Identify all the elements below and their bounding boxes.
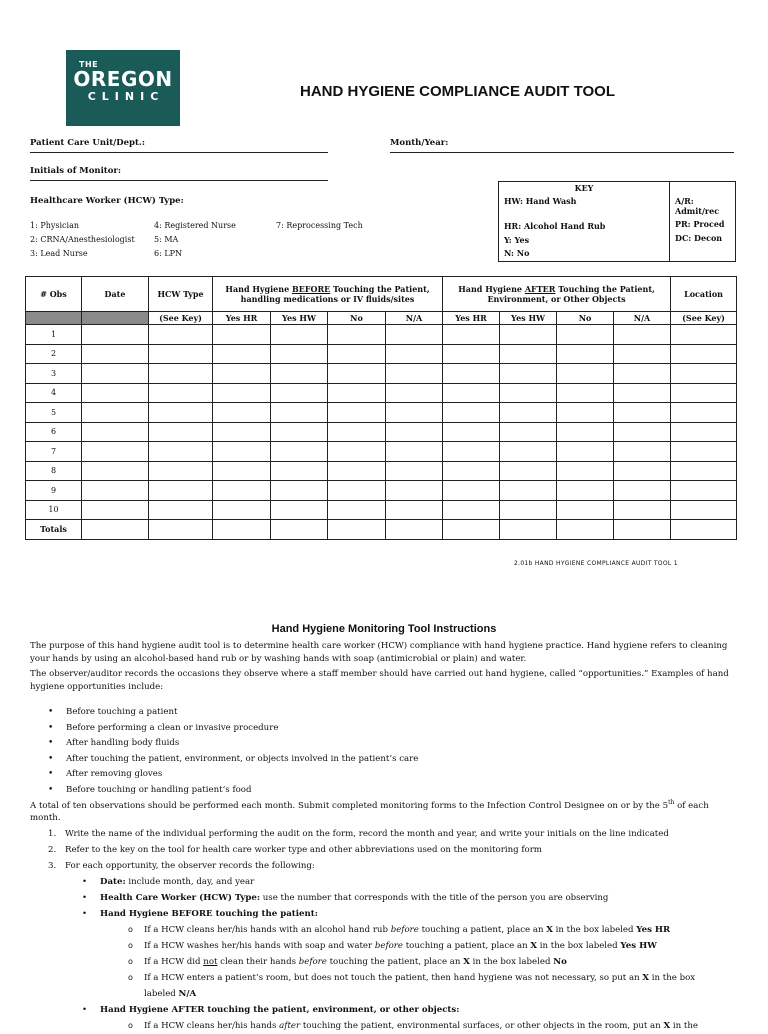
entry-cell[interactable] [614,364,671,384]
t: If a HCW washes her/his hands with soap and water [144,941,375,951]
entry-cell[interactable] [500,481,557,501]
t: clean their hands [217,957,299,967]
page-footer: 2.01b HAND HYGIENE COMPLIANCE AUDIT TOOL 1 [514,560,678,567]
entry-cell[interactable] [386,520,443,540]
entry-cell[interactable] [557,481,614,501]
before-heading: Hand Hygiene BEFORE touching the patient: [100,909,318,919]
entry-cell[interactable] [271,403,328,423]
entry-cell[interactable] [671,422,737,442]
entry-cell[interactable] [149,461,213,481]
col-date: Date [82,277,149,312]
entry-cell[interactable] [271,481,328,501]
o-bullet: o [128,973,133,982]
sub-item: • Health Care Worker (HCW) Type: use the number that corresponds with the title of the person you are observing [82,893,609,903]
entry-cell[interactable] [500,461,557,481]
entry-cell[interactable] [271,422,328,442]
entry-cell[interactable] [386,344,443,364]
sub-na: N/A [614,312,671,325]
sub2-item [48,1018,738,1034]
entry-cell[interactable] [82,364,149,384]
totals-label: Totals [26,520,82,540]
entry-cell[interactable] [614,461,671,481]
table-row [26,325,737,345]
obs-number: 4 [26,383,82,403]
col-before [213,277,443,312]
key-pr: PR: Proced [675,219,725,229]
entry-cell[interactable] [149,422,213,442]
o-bullet: o [128,941,133,950]
sub-no: No [328,312,386,325]
shaded-cell [82,312,149,325]
entry-cell[interactable] [557,325,614,345]
t: N/A [178,989,197,999]
entry-cell[interactable] [213,403,271,423]
t: after [279,1021,301,1031]
entry-cell[interactable] [443,325,500,345]
t: before [298,957,327,967]
entry-cell[interactable] [328,364,386,384]
entry-cell[interactable] [500,403,557,423]
entry-cell[interactable] [671,364,737,384]
key-box [498,181,736,262]
entry-cell[interactable] [271,520,328,540]
initials-label: Initials of Monitor: [30,166,122,176]
step-item: 3. For each opportunity, the observer records the following: [48,861,315,871]
entry-cell[interactable] [614,520,671,540]
t: X [663,1021,671,1031]
sub-see-key: (See Key) [671,312,737,325]
entry-cell[interactable] [213,461,271,481]
t: X [530,941,538,951]
t: in the [670,1021,698,1031]
key-ar: A/R: Admit/rec [675,196,720,216]
list-item: • Before touching or handling patient’s food [48,783,418,799]
entry-cell[interactable] [328,422,386,442]
sub-see-key: (See Key) [149,312,213,325]
t: in the box [649,973,696,983]
before-pre: Hand Hygiene [225,284,292,294]
unit-field[interactable] [30,138,328,153]
entry-cell[interactable] [500,422,557,442]
t: not [203,957,218,967]
t: Yes HR [636,925,671,935]
entry-cell[interactable] [614,422,671,442]
entry-cell[interactable] [328,403,386,423]
entry-cell[interactable] [443,481,500,501]
entry-cell[interactable] [82,481,149,501]
audit-table [25,276,737,540]
t: X [463,957,470,967]
t: If a HCW enters a patient’s room, but does not touch the patient, then hand hygiene was not necessary, so put an [144,973,643,983]
col-after [443,277,671,312]
key-hw: HW: Hand Wash [504,196,577,206]
table-body [26,325,737,540]
after-pre: Hand Hygiene [458,284,525,294]
col-hcw-type: HCW Type [149,277,213,312]
hcw-type-label: Healthcare Worker (HCW) Type: [30,196,184,206]
entry-cell[interactable] [443,383,500,403]
t: X [642,973,650,983]
entry-cell[interactable] [557,520,614,540]
steps-list [48,826,738,1034]
entry-cell[interactable] [328,442,386,462]
list-item: • After handling body fluids [48,736,418,752]
obs-number: 9 [26,481,82,501]
obs-number: 7 [26,442,82,462]
t: touching a patient, place an [403,941,531,951]
key-yes: Y: Yes [504,235,530,245]
t: If a HCW cleans her/his hands with an alcohol hand rub [144,925,391,935]
entry-cell[interactable] [614,383,671,403]
table-row [26,344,737,364]
obs-number: 5 [26,403,82,423]
list-item: • Before touching a patient [48,705,418,721]
key-hr: HR: Alcohol Hand Rub [504,221,606,231]
entry-cell[interactable] [149,344,213,364]
entry-cell[interactable] [557,422,614,442]
hcw-type-list [30,221,470,259]
freq-text-a: A total of ten observations should be performed each month. Submit completed monitoring forms to the Infection Control Designee on or by the 5 [30,800,669,811]
entry-cell[interactable] [614,403,671,423]
entry-cell[interactable] [82,325,149,345]
entry-cell[interactable] [82,403,149,423]
step-text: For each opportunity, the observer records the following: [65,861,315,871]
entry-cell[interactable] [557,500,614,520]
before-emph: BEFORE [291,284,331,294]
entry-cell[interactable] [149,403,213,423]
table-header-row [26,277,737,312]
t: touching the patient, place an [326,957,464,967]
t: in the box labeled [469,957,554,967]
document-title: HAND HYGIENE COMPLIANCE AUDIT TOOL [300,83,616,100]
entry-cell[interactable] [149,364,213,384]
entry-cell[interactable] [213,364,271,384]
logo-line-1: THE [79,60,99,69]
key-title: KEY [574,183,594,193]
table-row [26,364,737,384]
sub-yes-hr: Yes HR [213,312,271,325]
entry-cell[interactable] [671,344,737,364]
entry-cell[interactable] [271,461,328,481]
initials-field[interactable] [30,166,328,181]
entry-cell[interactable] [271,325,328,345]
freq-text-b: of each month. [30,800,709,824]
t: touching the patient, environmental surfaces, or other objects in the room, put an [300,1021,664,1031]
entry-cell[interactable] [443,520,500,540]
key-dc: DC: Decon [675,233,723,243]
entry-cell[interactable] [82,461,149,481]
entry-cell[interactable] [557,344,614,364]
month-year-field[interactable] [390,138,734,153]
sub2-item [48,922,738,938]
entry-cell[interactable] [82,344,149,364]
entry-cell[interactable] [149,520,213,540]
sub-item: • Hand Hygiene BEFORE touching the patient: [82,909,318,919]
entry-cell[interactable] [271,344,328,364]
obs-number: 8 [26,461,82,481]
sub-yes-hw: Yes HW [271,312,328,325]
entry-cell[interactable] [386,500,443,520]
hcw-text: use the number that corresponds with the title of the person you are observing [260,893,609,903]
entry-cell[interactable] [500,383,557,403]
key-divider [669,182,670,261]
entry-cell[interactable] [328,520,386,540]
t: X [546,925,553,935]
entry-cell[interactable] [557,383,614,403]
entry-cell[interactable] [386,403,443,423]
entry-cell[interactable] [82,442,149,462]
t: If a HCW did [144,957,204,967]
entry-cell[interactable] [557,364,614,384]
entry-cell[interactable] [82,520,149,540]
hcw-type-item: 1: Physician [30,221,80,230]
o-bullet: o [128,957,133,966]
entry-cell[interactable] [443,461,500,481]
after-post: Touching the Patient, Environment, or Other Objects [487,284,655,304]
entry-cell[interactable] [500,442,557,462]
hcw-type-item [276,249,470,259]
shaded-cell [26,312,82,325]
t: in the box labeled [552,925,637,935]
entry-cell[interactable] [271,442,328,462]
list-item: • After touching the patient, environment, or objects involved in the patient’s care [48,752,418,768]
step-item: 2. Refer to the key on the tool for health care worker type and other abbreviations used on the monitoring form [48,845,542,855]
entry-cell[interactable] [149,325,213,345]
hcw-bold: Health Care Worker (HCW) Type: [100,893,261,903]
entry-cell[interactable] [328,325,386,345]
table-row [26,461,737,481]
entry-cell[interactable] [500,520,557,540]
sub2-item [48,938,738,954]
observer-paragraph: The observer/auditor records the occasions they observe where a staff member should have carried out hand hygiene, called “opportunities.” Examples of hand hygiene opportunities include: [30,669,729,692]
step-item: 1. Write the name of the individual performing the audit on the form, record the month and year, and write your initials on the line indicated [48,829,669,839]
step-text: Write the name of the individual performing the audit on the form, record the month and year, and write your initials on the line indicated [65,829,669,839]
entry-cell[interactable] [443,364,500,384]
entry-cell[interactable] [671,442,737,462]
entry-cell[interactable] [213,520,271,540]
entry-cell[interactable] [213,325,271,345]
entry-cell[interactable] [614,500,671,520]
t: touching a patient, place an [418,925,547,935]
entry-cell[interactable] [82,500,149,520]
entry-cell[interactable] [386,383,443,403]
sub-item: • Hand Hygiene AFTER touching the patient, environment, or other objects: [82,1005,460,1015]
table-row [26,383,737,403]
entry-cell[interactable] [213,481,271,501]
table-subheader-row [26,312,737,325]
entry-cell[interactable] [386,461,443,481]
opportunities-list [48,705,418,798]
hcw-type-item: 3: Lead Nurse [30,249,88,258]
t: Yes HW [620,941,657,951]
obs-number: 3 [26,364,82,384]
table-row [26,442,737,462]
col-location: Location [671,277,737,312]
entry-cell[interactable] [213,442,271,462]
t: before [374,941,403,951]
purpose-paragraph: The purpose of this hand hygiene audit tool is to determine health care worker (HCW) compliance with hand hygiene practice. Hand hygiene refers to cleaning your hands by using an alcohol-based hand rub or by washing hands with soap (antimicrobial or plain) and water. [30,641,728,664]
entry-cell[interactable] [671,383,737,403]
entry-cell[interactable] [82,422,149,442]
obs-number: 6 [26,422,82,442]
month-year-label: Month/Year: [390,138,449,148]
step-text: Refer to the key on the tool for health care worker type and other abbreviations used on the monitoring form [65,845,542,855]
entry-cell[interactable] [671,500,737,520]
entry-cell[interactable] [557,461,614,481]
table-row [26,500,737,520]
after-heading: Hand Hygiene AFTER touching the patient, environment, or other objects: [100,1005,460,1015]
entry-cell[interactable] [328,481,386,501]
entry-cell[interactable] [386,481,443,501]
key-no: N: No [504,248,530,258]
before-post: Touching the Patient, handling medications or IV fluids/sites [240,284,430,304]
sub-item: • Date: include month, day, and year [82,877,255,887]
hcw-type-item: 4: Registered Nurse [154,221,236,230]
after-emph: AFTER [524,284,556,294]
o-bullet: o [128,925,133,934]
list-item: • After removing gloves [48,767,418,783]
hcw-type-item: 7: Reprocessing Tech [276,221,363,230]
t: If a HCW cleans her/his hands [144,1021,280,1031]
entry-cell[interactable] [149,383,213,403]
sub-yes-hr: Yes HR [443,312,500,325]
obs-number: 10 [26,500,82,520]
list-item: • Before performing a clean or invasive procedure [48,721,418,737]
frequency-paragraph [30,797,740,825]
entry-cell[interactable] [500,344,557,364]
hcw-type-item: 5: MA [154,235,179,244]
entry-cell[interactable] [671,481,737,501]
entry-cell[interactable] [614,325,671,345]
logo-line-3: CLINIC [87,90,165,103]
entry-cell[interactable] [557,403,614,423]
entry-cell[interactable] [328,461,386,481]
entry-cell[interactable] [386,325,443,345]
entry-cell[interactable] [213,422,271,442]
entry-cell[interactable] [271,500,328,520]
entry-cell[interactable] [443,422,500,442]
hcw-type-item: 6: LPN [154,249,183,258]
t: labeled [144,989,179,999]
sub2-item [48,954,738,970]
hcw-type-item: 2: CRNA/Anesthesiologist [30,235,135,244]
entry-cell[interactable] [443,500,500,520]
table-row [26,520,737,540]
col-obs: # Obs [26,277,82,312]
hcw-type-item [276,235,470,245]
entry-cell[interactable] [328,500,386,520]
entry-cell[interactable] [328,344,386,364]
entry-cell[interactable] [614,344,671,364]
entry-cell[interactable] [271,383,328,403]
sub-na: N/A [386,312,443,325]
entry-cell[interactable] [149,481,213,501]
entry-cell[interactable] [557,442,614,462]
entry-cell[interactable] [213,500,271,520]
t: No [553,957,567,967]
table-row [26,481,737,501]
entry-cell[interactable] [500,325,557,345]
entry-cell[interactable] [271,364,328,384]
table-row [26,403,737,423]
entry-cell[interactable] [328,383,386,403]
t: in the box labeled [537,941,621,951]
logo-line-2: OREGON [73,67,173,91]
entry-cell[interactable] [149,442,213,462]
sub-no: No [557,312,614,325]
obs-number: 2 [26,344,82,364]
t: before [390,925,419,935]
o-bullet: o [128,1021,133,1030]
entry-cell[interactable] [213,344,271,364]
date-bold: Date: [100,877,126,887]
unit-label: Patient Care Unit/Dept.: [30,138,146,148]
entry-cell[interactable] [614,442,671,462]
entry-cell[interactable] [500,364,557,384]
entry-cell[interactable] [671,520,737,540]
oregon-clinic-logo [66,50,180,126]
instructions-title: Hand Hygiene Monitoring Tool Instructions [271,623,497,635]
obs-number: 1 [26,325,82,345]
entry-cell[interactable] [443,442,500,462]
table-row [26,422,737,442]
sub-yes-hw: Yes HW [500,312,557,325]
entry-cell[interactable] [386,422,443,442]
entry-cell[interactable] [213,383,271,403]
entry-cell[interactable] [386,442,443,462]
entry-cell[interactable] [443,403,500,423]
date-text: include month, day, and year [125,877,255,887]
entry-cell[interactable] [149,500,213,520]
entry-cell[interactable] [500,500,557,520]
entry-cell[interactable] [82,383,149,403]
sub2-item [48,970,738,1002]
entry-cell[interactable] [443,344,500,364]
entry-cell[interactable] [671,325,737,345]
entry-cell[interactable] [671,403,737,423]
entry-cell[interactable] [614,481,671,501]
entry-cell[interactable] [671,461,737,481]
freq-sup: th [668,799,675,806]
entry-cell[interactable] [386,364,443,384]
